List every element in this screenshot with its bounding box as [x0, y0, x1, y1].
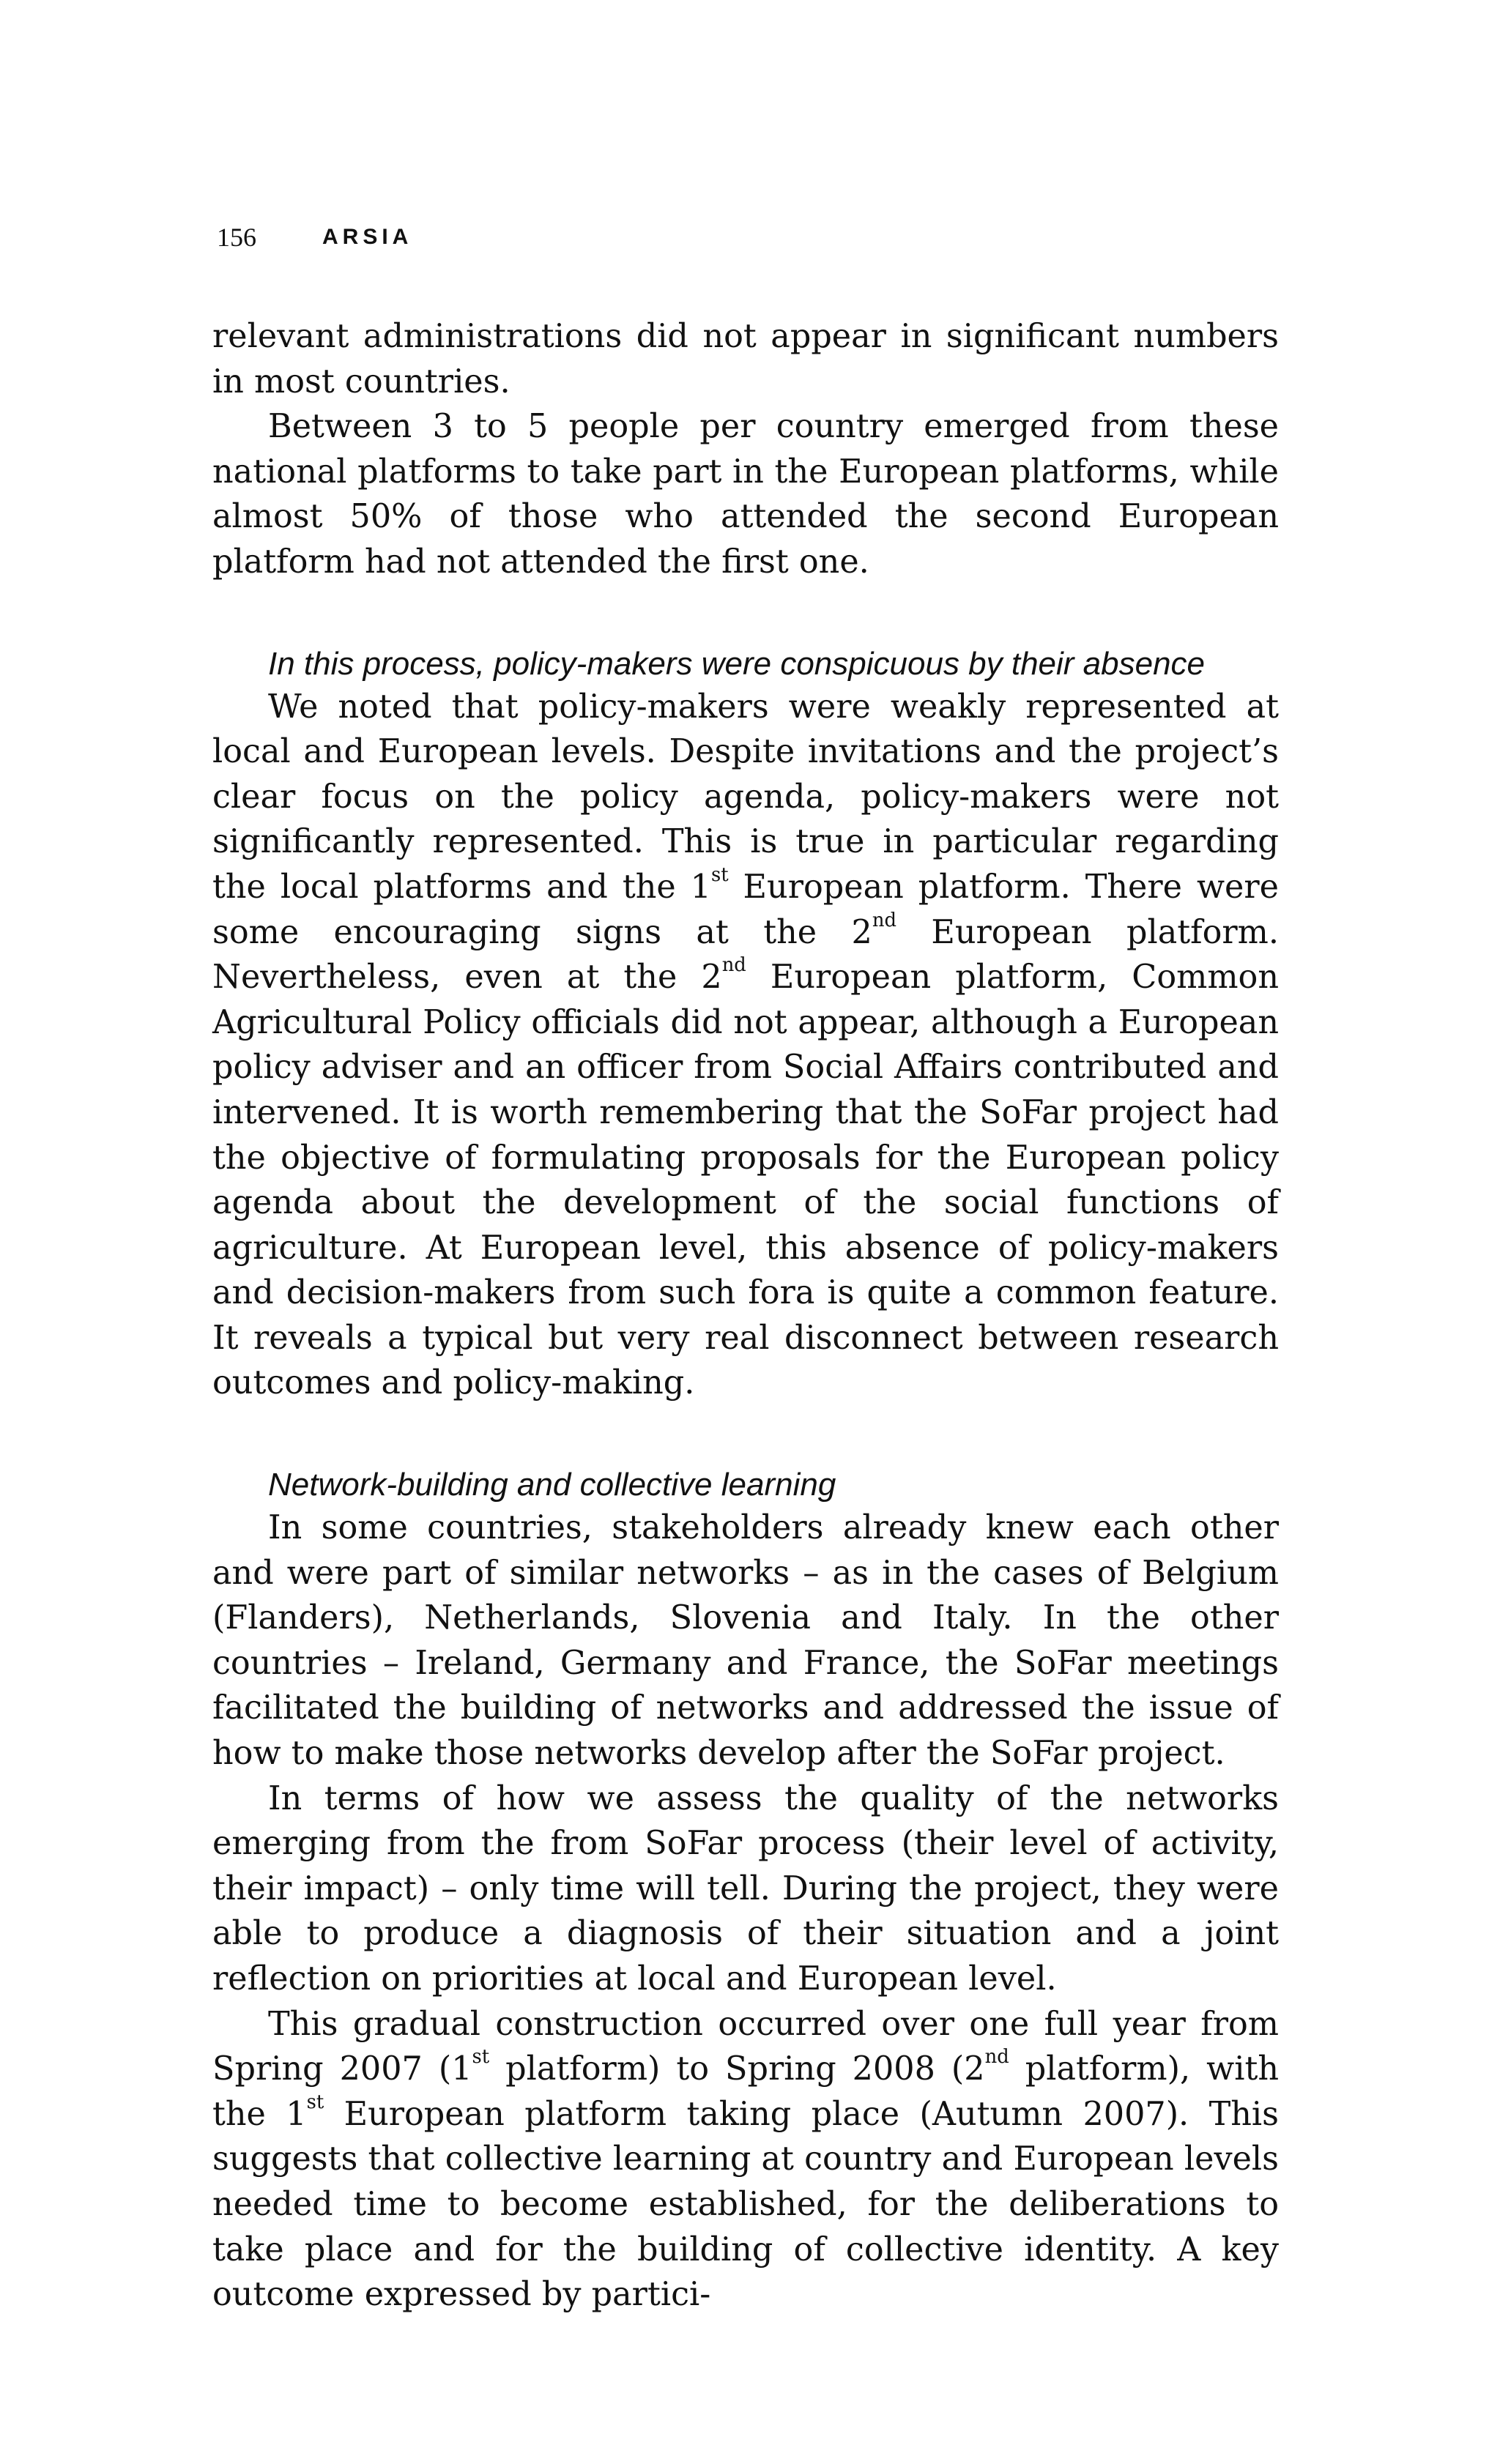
paragraph-gradual-construction [212, 2002, 1279, 2318]
page-number: 156 [217, 223, 256, 252]
superscript: nd [721, 953, 746, 976]
text-run: platform) to Spring 2008 (2 [489, 2050, 985, 2088]
text-run: European platform taking place (Autumn 2007). This suggests that collective learning at country and European levels needed time to become established, for the deliberations to take place and for the building of collective identity. A key outcome expressed by partici- [212, 2095, 1279, 2314]
superscript: nd [984, 2045, 1009, 2068]
superscript: st [306, 2091, 324, 2113]
text-run: We noted that policy-makers were weakly represented at local and European levels. Despite invitations and the project’s clear focus on the policy agenda, policy-makers were not significantly represented. This is true in particular regarding the local platforms and the 1 [212, 688, 1279, 906]
text-run: This gradual construction occurred over one full year from Spring 2007 (1 [212, 2005, 1279, 2088]
paragraph-policy-makers [212, 685, 1279, 1407]
superscript: st [472, 2045, 490, 2068]
paragraph-platform-attendance: Between 3 to 5 people per country emerged from these national platforms to take part in the European platforms, while almost 50% of those who attended the second European platform had not attended the first one. [212, 408, 1279, 581]
page-header [212, 220, 1282, 255]
section-heading-policy-makers: In this process, policy-makers were conspicuous by their absence [268, 645, 1206, 682]
superscript: nd [872, 909, 896, 931]
section-heading-network-building: Network-building and collective learning [268, 1467, 836, 1503]
running-head: ARSIA [322, 225, 413, 249]
text-run: European platform, Common Agricultural Policy officials did not appear, although a European policy adviser and an officer from Social Affairs contributed and intervened. It is worth remembering that the SoFar project had the objective of formulating proposals for the European policy agenda about the development of the social functions of agriculture. At European level, this absence of policy-makers and decision-makers from such fora is quite a common feature. It reveals a typical but very real disconnect between research outcomes and policy-making. [212, 959, 1279, 1402]
body-text [212, 314, 1279, 2318]
text-run: European platform. Nevertheless, even at the 2 [212, 913, 1279, 997]
text-run: platform), with the 1 [212, 2050, 1279, 2133]
text-run: European platform. There were some encouraging signs at the 2 [212, 868, 1279, 951]
paragraph-networks: In some countries, stakeholders already knew each other and were part of similar networks – as in the cases of Belgium (Flanders), Netherlands, Slovenia and Italy. In the other countries – Ireland, Germany and France, the SoFar meetings facilitated the building of networks and addressed the issue of how to make those networks develop after the SoFar project. [212, 1509, 1279, 1773]
paragraph-continuation: relevant administrations did not appear in significant numbers in most countries. [212, 318, 1279, 401]
superscript: st [710, 863, 729, 886]
paragraph-network-quality: In terms of how we assess the quality of the networks emerging from the from SoFar process (their level of activity, their impact) – only time will tell. During the project, they were able to produce a diagnosis of their situation and a joint reflection on priorities at local and European level. [212, 1779, 1279, 1998]
